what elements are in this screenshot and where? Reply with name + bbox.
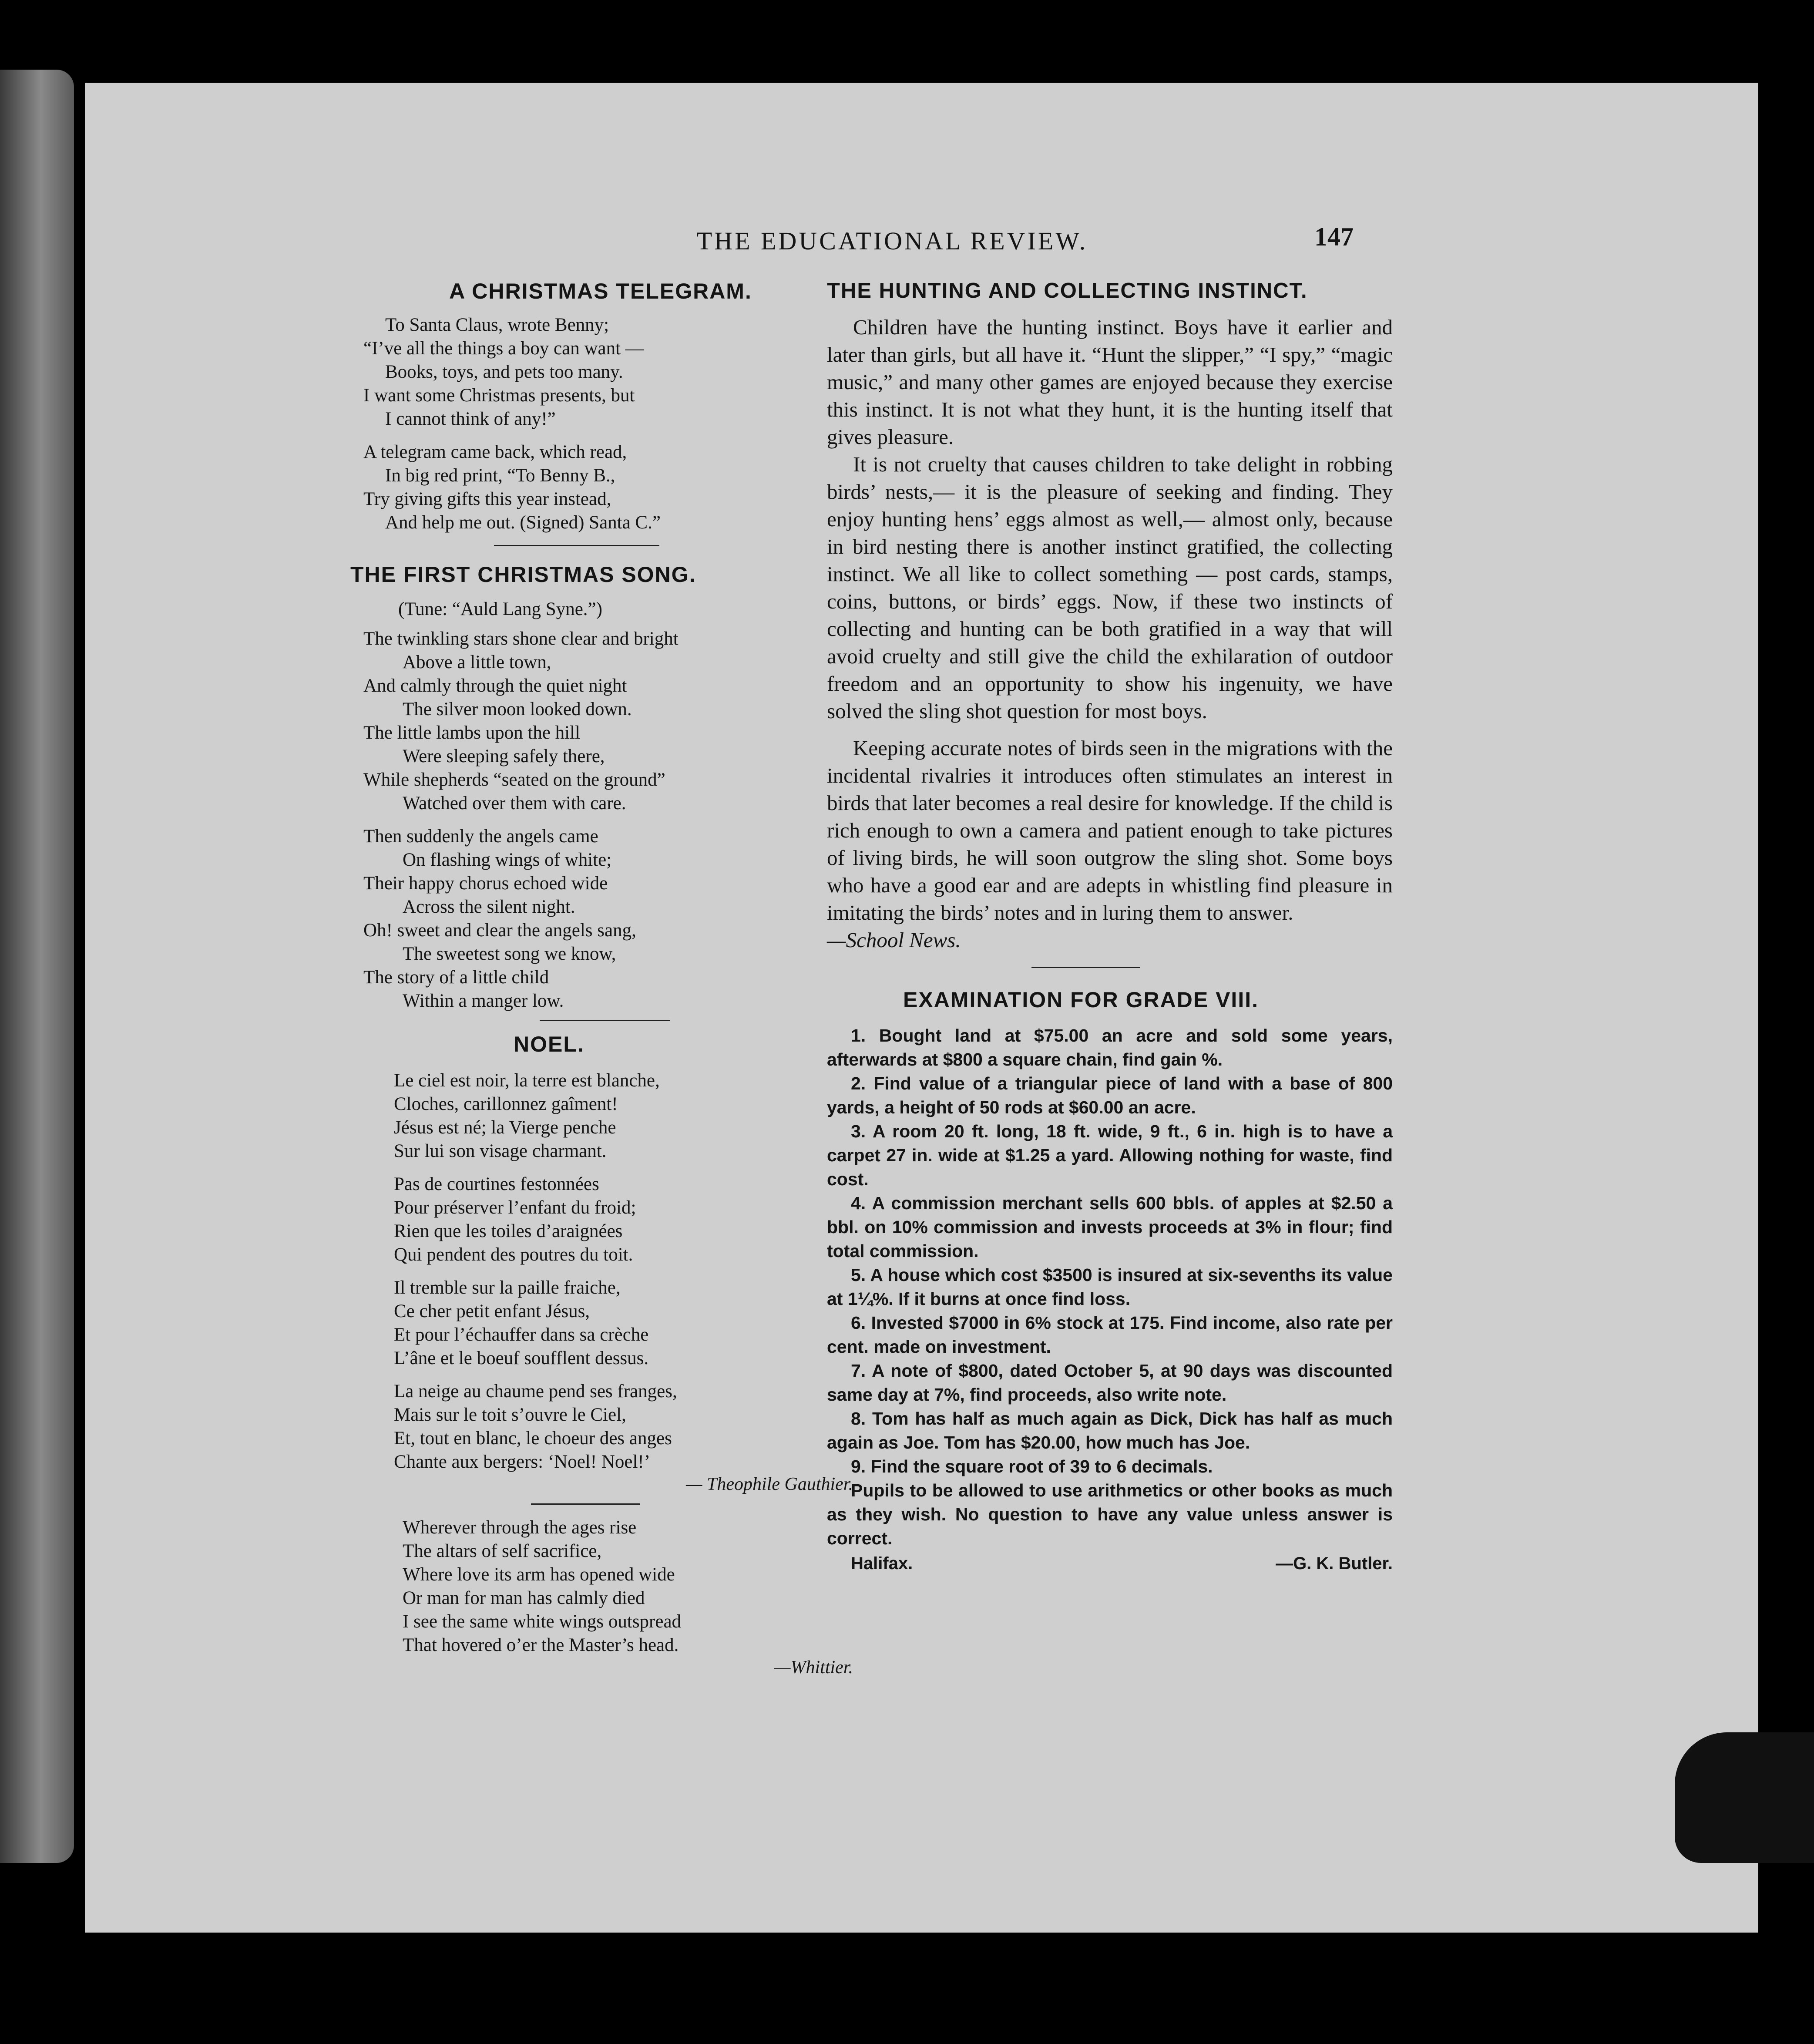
exam-questions: [827, 1024, 1393, 1550]
poem-line: Oh! sweet and clear the angels sang,: [363, 920, 636, 941]
left-column: [344, 279, 857, 1678]
facing-page-edge: [0, 70, 74, 1863]
poem-line: Wherever through the ages rise: [403, 1517, 637, 1538]
poem-line: Pas de courtines festonnées: [394, 1174, 599, 1194]
poem-line: The story of a little child: [363, 967, 549, 988]
hunting-paragraph: It is not cruelty that causes children to take delight in robbing birds’ nests,— it is the pleasure of seeking and finding. They enjoy hunting hens’ eggs almost as well,— almost only, because in bird nesting there is another instinct gratified, the collecting instinct. We all like to collect something — post cards, stamps, coins, buttons, or birds’ eggs. Now, if these two instincts of collecting and hunting can be both gratified in a way that will avoid cruelty and still give the child the exhilaration of outdoor freedom and an opportunity to show his ingenuity, we have solved the sling shot question for most boys.: [827, 452, 1393, 723]
telegram-poem: [344, 313, 857, 535]
exam-question: 8. Tom has half as much again as Dick, Dick has half as much again as Joe. Tom has $20.00, how much has Joe.: [827, 1409, 1393, 1452]
exam-signature-row: [827, 1554, 1393, 1573]
whittier-poem: [344, 1516, 857, 1657]
poem-line: Books, toys, and pets too many.: [385, 362, 623, 382]
section-divider: [1031, 967, 1140, 968]
poem-line: And help me out. (Signed) Santa C.”: [385, 512, 661, 533]
poem-line: L’âne et le boeuf soufflent dessus.: [394, 1348, 649, 1368]
noel-poem: [344, 1069, 857, 1474]
poem-line: “I’ve all the things a boy can want —: [363, 338, 644, 359]
poem-line: I want some Christmas presents, but: [363, 385, 635, 406]
poem-line: Qui pendent des poutres du toit.: [394, 1244, 633, 1265]
poem-line: Try giving gifts this year instead,: [363, 489, 611, 509]
song-tune: (Tune: “Auld Lang Syne.”): [398, 599, 602, 619]
song-title: THE FIRST CHRISTMAS SONG.: [350, 562, 696, 587]
poem-line: Where love its arm has opened wide: [403, 1564, 675, 1585]
exam-question: 5. A house which cost $3500 is insured at six-sevenths its value at 1¼%. If it burns at once find loss.: [827, 1265, 1393, 1309]
poem-line: Within a manger low.: [403, 991, 564, 1011]
section-divider: [494, 545, 659, 546]
noel-title: NOEL.: [514, 1032, 585, 1056]
poem-line: Across the silent night.: [403, 897, 575, 917]
poem-line: The altars of self sacrifice,: [403, 1541, 602, 1561]
poem-line: Il tremble sur la paille fraiche,: [394, 1278, 621, 1298]
exam-signature: —G. K. Butler.: [1276, 1554, 1393, 1573]
poem-line: Or man for man has calmly died: [403, 1588, 645, 1608]
song-poem: [344, 598, 857, 1013]
poem-line: Were sleeping safely there,: [403, 746, 605, 766]
poem-line: Above a little town,: [403, 652, 551, 672]
poem-line: To Santa Claus, wrote Benny;: [385, 315, 609, 335]
poem-line: Jésus est né; la Vierge penche: [394, 1117, 616, 1138]
exam-question: 7. A note of $800, dated October 5, at 90 days was discounted same day at 7%, find proceeds, also write note.: [827, 1361, 1393, 1405]
poem-line: Et, tout en blanc, le choeur des anges: [394, 1428, 672, 1449]
poem-line: In big red print, “To Benny B.,: [385, 465, 615, 486]
poem-line: Chante aux bergers: ‘Noel! Noel!’: [394, 1452, 651, 1472]
poem-line: The little lambs upon the hill: [363, 723, 581, 743]
poem-line: Et pour l’échauffer dans sa crèche: [394, 1325, 649, 1345]
exam-question: 1. Bought land at $75.00 an acre and sold some years, afterwards at $800 a square chain, find gain %.: [827, 1025, 1393, 1069]
exam-question: 3. A room 20 ft. long, 18 ft. wide, 9 ft., 6 in. high is to have a carpet 27 in. wide at $1.25 a yard. Allowing nothing for waste, find cost.: [827, 1121, 1393, 1189]
hunting-source: —School News.: [827, 928, 961, 952]
page-number: 147: [1314, 222, 1354, 251]
exam-note: Pupils to be allowed to use arithmetics or other books as much as they wish. No question to have any value unless answer is correct.: [827, 1480, 1393, 1548]
poem-line: While shepherds “seated on the ground”: [363, 770, 665, 790]
poem-line: I see the same white wings outspread: [403, 1611, 682, 1632]
poem-line: The silver moon looked down.: [403, 699, 632, 719]
poem-line: And calmly through the quiet night: [363, 676, 627, 696]
whittier-attribution: —Whittier.: [774, 1657, 853, 1678]
running-header: THE EDUCATIONAL REVIEW.: [696, 227, 1088, 255]
exam-place: Halifax.: [851, 1554, 913, 1573]
exam-question: 6. Invested $7000 in 6% stock at 175. Find income, also rate per cent. made on investment.: [827, 1313, 1393, 1357]
exam-question: 4. A commission merchant sells 600 bbls. of apples at $2.50 a bbl. on 10% commission and invests proceeds at 3% in flour; find total commission.: [827, 1193, 1393, 1261]
poem-line: Cloches, carillonnez gaîment!: [394, 1094, 618, 1114]
poem-line: Ce cher petit enfant Jésus,: [394, 1301, 590, 1321]
poem-line: A telegram came back, which read,: [363, 442, 627, 462]
poem-line: La neige au chaume pend ses franges,: [394, 1381, 677, 1402]
exam-question: 2. Find value of a triangular piece of land with a base of 800 yards, a height of 50 rods at $60.00 an acre.: [827, 1073, 1393, 1117]
hunting-paragraph: Children have the hunting instinct. Boys have it earlier and later than girls, but all have it. “Hunt the slipper,” “I spy,” “magic music,” and many other games are enjoyed because they exercise this instinct. It is not what they hunt, it is the hunting itself that gives pleasure.: [827, 315, 1393, 449]
poem-line: I cannot think of any!”: [385, 409, 556, 429]
poem-line: That hovered o’er the Master’s head.: [403, 1635, 679, 1655]
right-column: [827, 279, 1393, 1573]
poem-line: Then suddenly the angels came: [363, 826, 598, 847]
poem-line: The twinkling stars shone clear and bright: [363, 629, 679, 649]
poem-line: Rien que les toiles d’araignées: [394, 1221, 623, 1241]
poem-line: Watched over them with care.: [403, 793, 626, 814]
telegram-title: A CHRISTMAS TELEGRAM.: [449, 279, 752, 303]
exam-question: 9. Find the square root of 39 to 6 decimals.: [851, 1456, 1213, 1476]
noel-attribution: — Theophile Gauthier.: [686, 1474, 853, 1494]
poem-line: Pour préserver l’enfant du froid;: [394, 1197, 636, 1218]
exam-title: EXAMINATION FOR GRADE VIII.: [903, 988, 1259, 1012]
section-divider: [540, 1020, 670, 1021]
poem-line: On flashing wings of white;: [403, 850, 612, 870]
poem-line: Their happy chorus echoed wide: [363, 873, 608, 894]
hunting-title: THE HUNTING AND COLLECTING INSTINCT.: [827, 279, 1308, 303]
poem-line: The sweetest song we know,: [403, 944, 616, 964]
page-clip: [1675, 1732, 1814, 1863]
section-divider: [531, 1503, 640, 1505]
poem-line: Sur lui son visage charmant.: [394, 1141, 607, 1161]
hunting-paragraph: Keeping accurate notes of birds seen in the migrations with the incidental rivalries it introduces often stimulates an interest in birds that later becomes a real desire for knowledge. If the child is rich enough to own a camera and patient enough to take pictures of living birds, he will soon outgrow the sling shot. Some boys who have a good ear and are adepts in whistling find pleasure in imitating the birds’ notes and in luring them to answer.: [827, 736, 1393, 925]
poem-line: Le ciel est noir, la terre est blanche,: [394, 1070, 660, 1091]
poem-line: Mais sur le toit s’ouvre le Ciel,: [394, 1405, 626, 1425]
